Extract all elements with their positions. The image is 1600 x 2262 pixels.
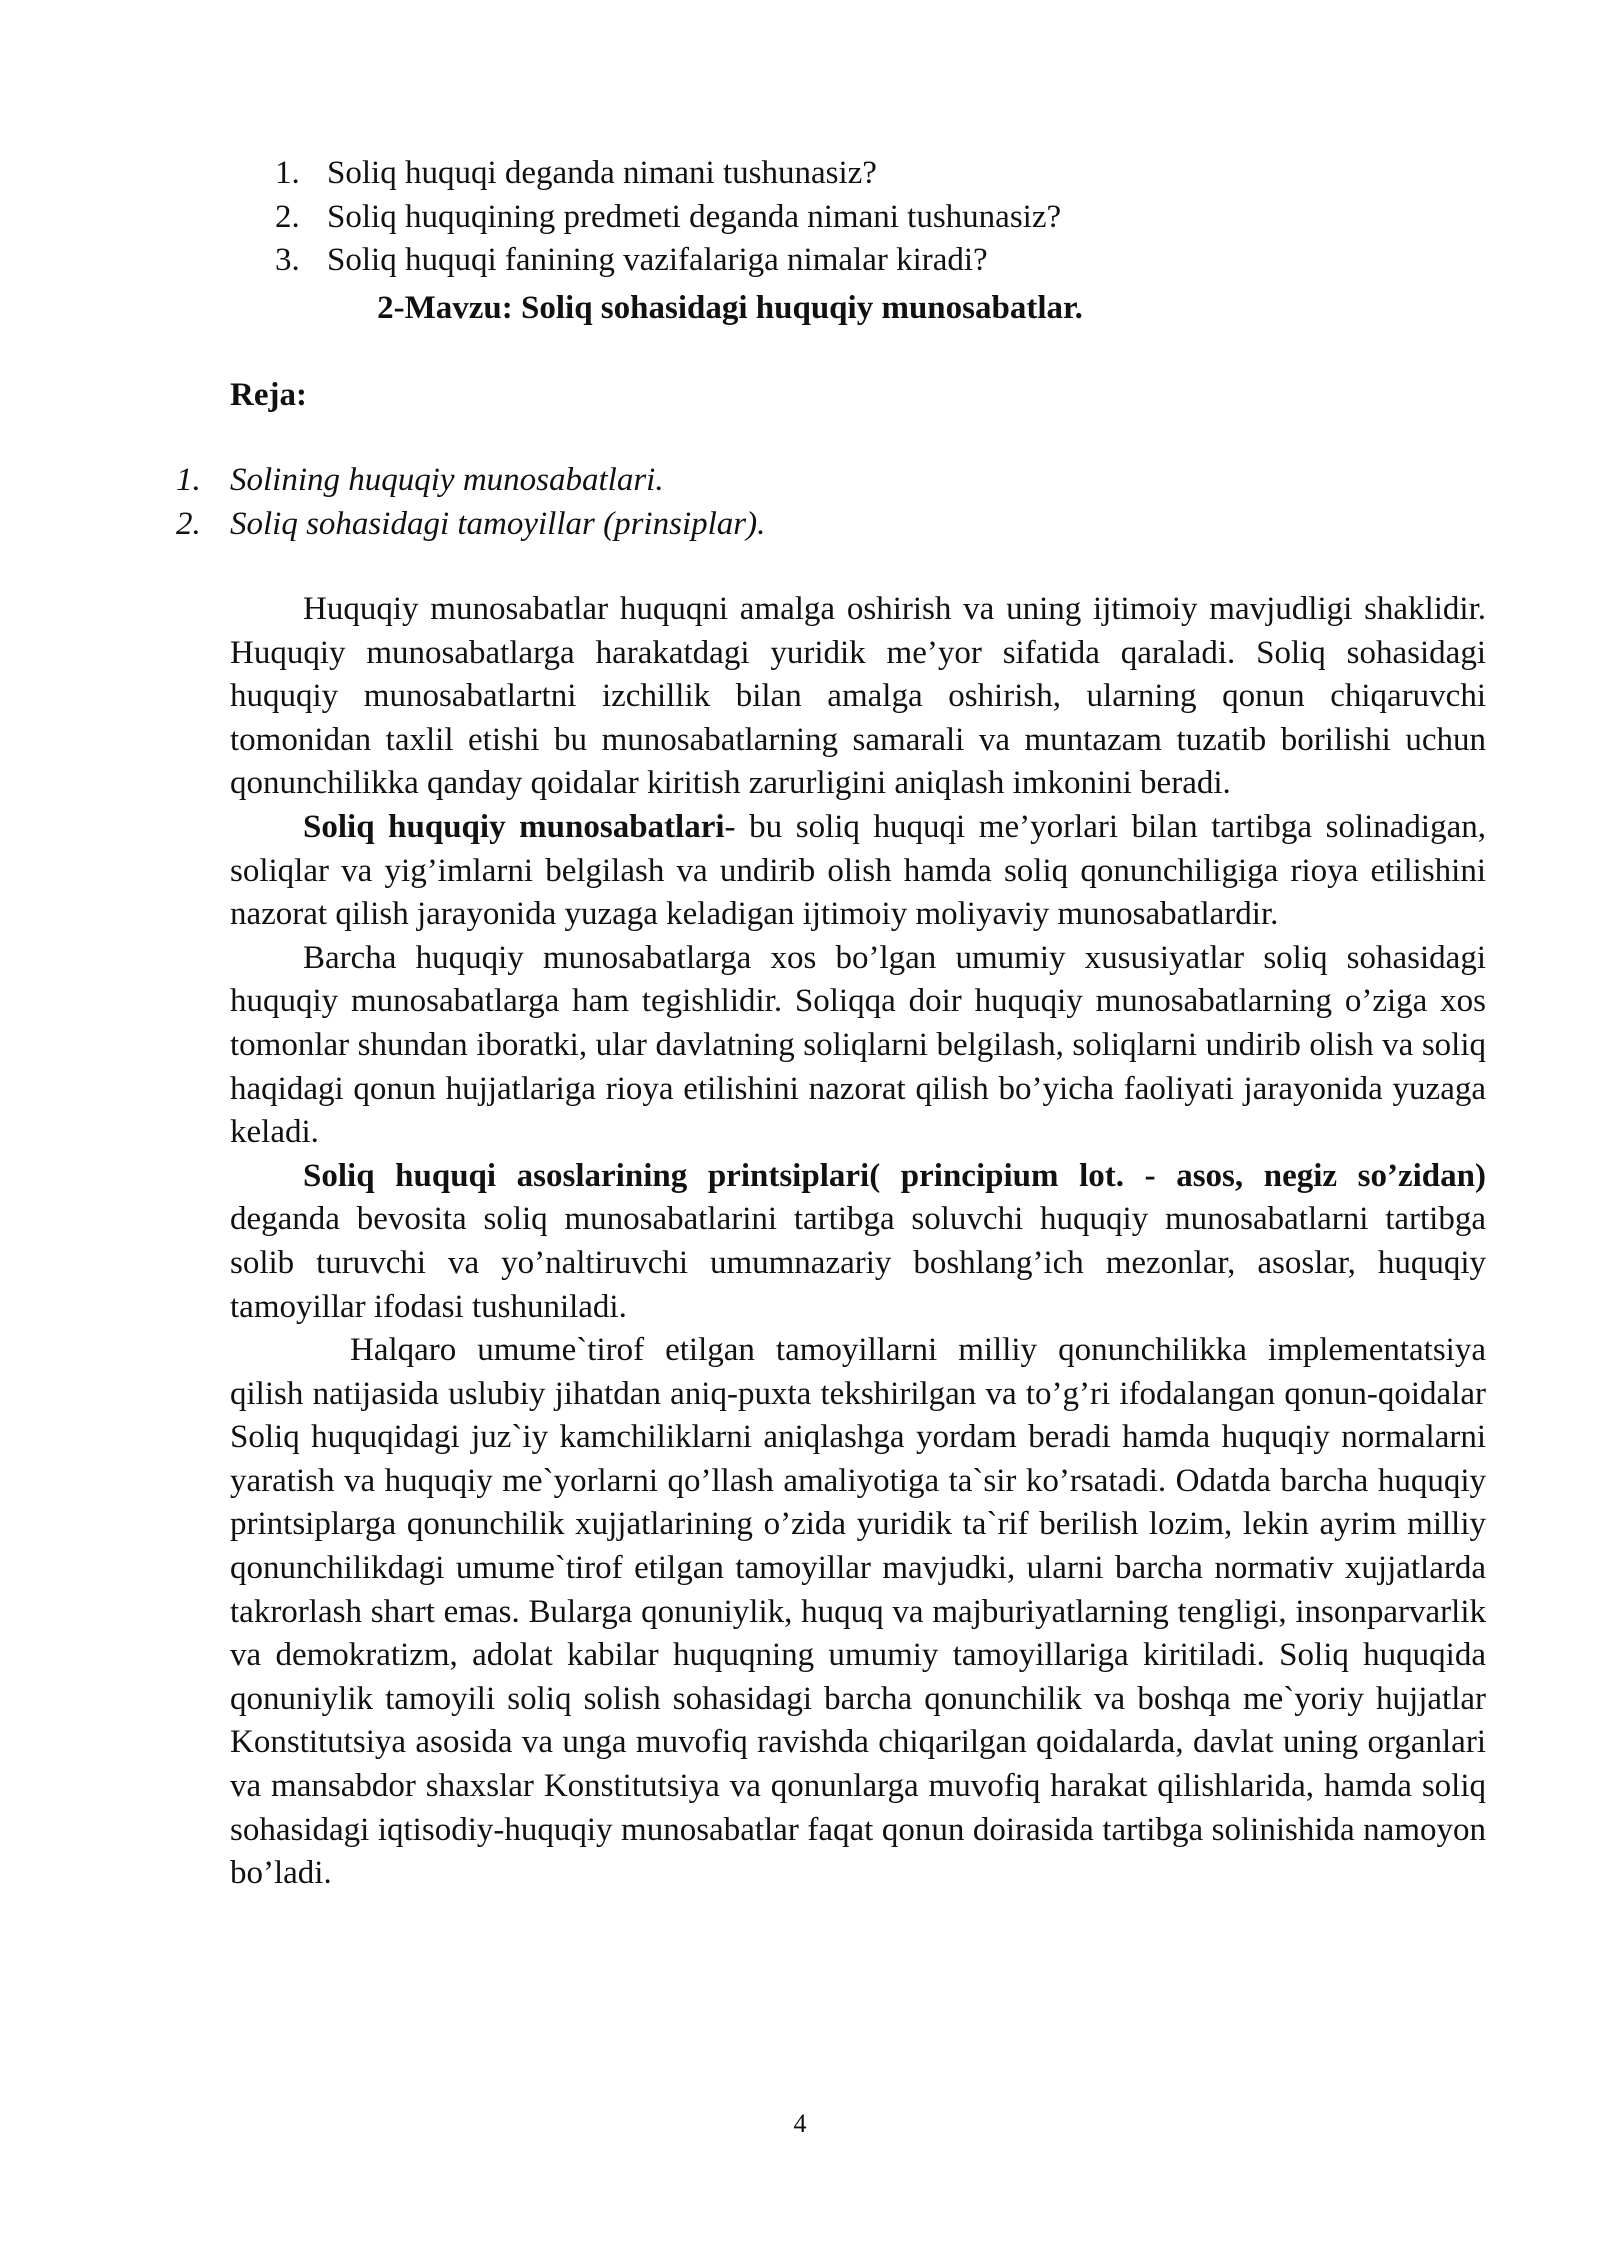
list-item <box>176 458 765 502</box>
paragraph-text: - bu soliq huquqi me’yorlari bilan tartibga solinadigan, soliqlar va yig’imlarni belgilash va undirib olish hamda soliq qonunchiligiga rioya etilishini nazorat qilish jarayonida yuzaga keladigan ijtimoiy moliyaviy munosabatlardir. <box>230 808 1486 933</box>
page-number: 4 <box>793 2109 807 2138</box>
list-item-number: 2. <box>275 198 300 235</box>
list-item-text: Soliq sohasidagi tamoyillar (prinsiplar). <box>230 506 766 542</box>
paragraph <box>230 806 1486 937</box>
list-item-number: 1. <box>176 462 201 498</box>
paragraph: Barcha huquqiy munosabatlarga xos bo’lgan umumiy xususiyatlar soliq sohasidagi huquqiy munosabatlarga ham tegishlidir. Soliqqa doir huquqiy munosabatlarning o’ziga xos tomonlar shundan iboratki, ular davlatning soliqlarni belgilash, soliqlarni undirib olish va soliq haqidagi qonun hujjatlariga rioya etilishini nazorat qilish bo’yicha faoliyati jarayonida yuzaga keladi. <box>230 939 1486 1151</box>
paragraph-text: deganda bevosita soliq munosabatlarini tartibga soluvchi huquqiy munosabatlarni tartibga solib turuvchi va yo’naltiruvchi umumnazariy boshlang’ich mezonlar, asoslar, huquqiy tamoyillar ifodasi tushuniladi. <box>230 1201 1486 1325</box>
paragraph <box>230 1155 1486 1329</box>
list-item-text: Soliq huquqining predmeti deganda nimani tushunasiz? <box>327 198 1062 235</box>
list-item <box>176 502 765 546</box>
body-text <box>230 588 1486 1896</box>
paragraph: Huquqiy munosabatlar huquqni amalga oshirish va uning ijtimoiy mavjudligi shaklidir. Huquqiy munosabatlarga harakatdagi yuridik me’yor sifatida qaraladi. Soliq sohasidagi huquqiy munosabatlartni izchillik bilan amalga oshirish, ularning qonun chiqaruvchi tomonidan taxlil etishi bu munosabatlarning samarali va muntazam tuzatib borilishi uchun qonunchilikka qanday qoidalar kiritish zarurligini aniqlash imkonini beradi. <box>230 591 1486 802</box>
list-item-text: Soliq huquqi deganda nimani tushunasiz? <box>327 155 877 191</box>
list-item-text: Soliq huquqi fanining vazifalariga nimalar kiradi? <box>327 242 988 279</box>
topic-title: 2-Mavzu: Soliq sohasidagi huquqiy munosabatlar. <box>377 290 1083 326</box>
bold-term: Soliq huquqiy munosabatlari <box>303 808 725 845</box>
bold-term: Soliq huquqi asoslarining printsiplari( principium lot. - asos, negiz so’zidan) <box>303 1157 1486 1194</box>
plan-list <box>176 458 765 546</box>
list-item-text: Solining huquqiy munosabatlari. <box>230 462 664 498</box>
list-item <box>275 196 1375 240</box>
list-item <box>275 152 1375 196</box>
list-item-number: 1. <box>275 155 300 191</box>
list-item-number: 2. <box>176 506 201 542</box>
plan-label: Reja: <box>230 377 307 413</box>
list-item <box>275 239 1375 283</box>
list-item-number: 3. <box>275 242 300 279</box>
review-questions-list <box>275 152 1375 283</box>
paragraph: Halqaro umume`tirof etilgan tamoyillarni milliy qonunchilikka implementatsiya qilish natijasida uslubiy jihatdan aniq-puxta tekshirilgan va to’g’ri ifodalangan qonun-qoidalar Soliq huquqidagi juz`iy kamchiliklarni aniqlashga yordam beradi hamda huquqiy normalarni yaratish va huquqiy me`yorlarni qo’llash amaliyotiga ta`sir ko’rsatadi. Odatda barcha huquqiy printsiplarga qonunchilik xujjatlarining o’zida yuridik ta`rif berilish lozim, lekin ayrim milliy qonunchilikdagi umume`tirof etilgan tamoyillar mavjudki, ularni barcha normativ xujjatlarda takrorlash shart emas. Bularga qonuniylik, huquq va majburiyatlarning tengligi, insonparvarlik va demokratizm, adolat kabilar huquqning umumiy tamoyillariga kiritiladi. Soliq huquqida qonuniylik tamoyili soliq solish sohasidagi barcha qonunchilik va boshqa me`yoriy hujjatlar Konstitutsiya asosida va unga muvofiq ravishda chiqarilgan qoidalarda, davlat uning organlari va mansabdor shaxslar Konstitutsiya va qonunlarga muvofiq harakat qilishlarida, hamda soliq sohasidagi iqtisodiy-huquqiy munosabatlar faqat qonun doirasida tartibga solinishida namoyon bo’ladi. <box>230 1332 1486 1892</box>
